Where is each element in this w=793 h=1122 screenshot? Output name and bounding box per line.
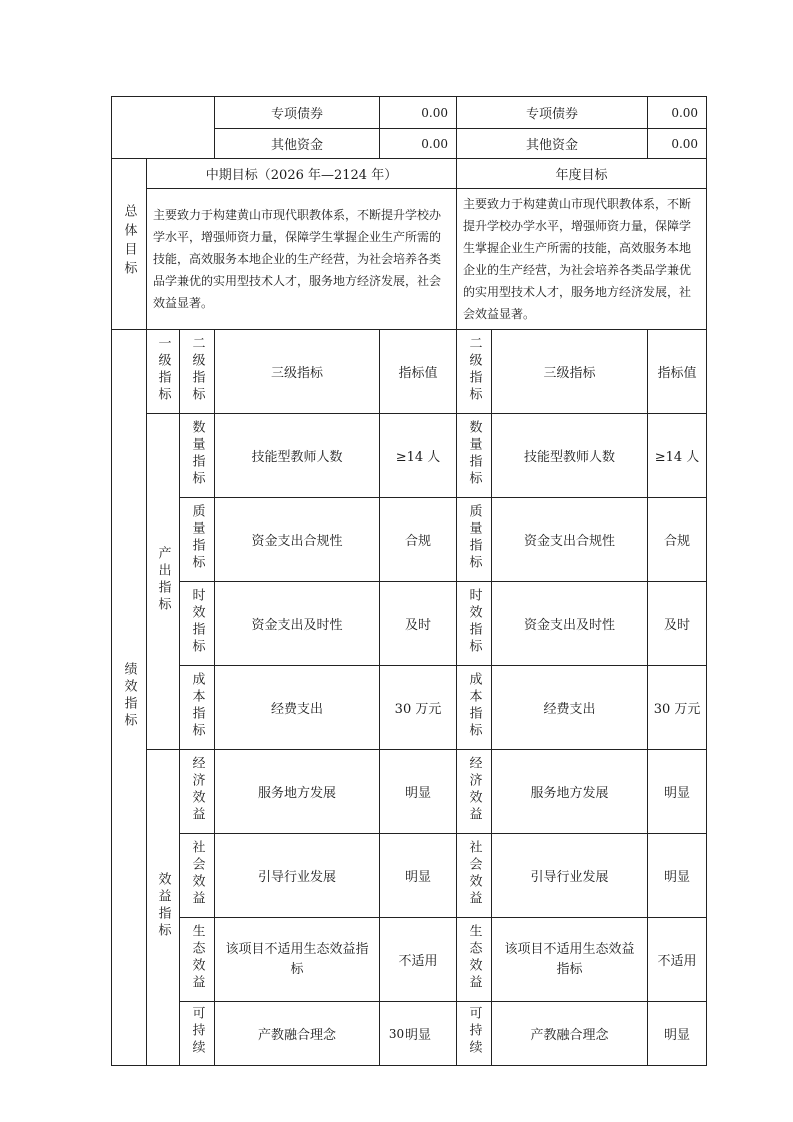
header-value: 指标值 [380, 330, 457, 414]
level2-label: 数量指标 [189, 419, 205, 488]
indicator-value: ≥14 人 [648, 414, 707, 498]
annual-goal-text: 主要致力于构建黄山市现代职教体系，不断提升学校办学水平，增强师资力量，保障学生掌握企业生产所需的技能，高效服务本地企业的生产经营，为社会培养各类品学兼优的实用型技术人才，服务地方经济发展，社会效益显著。 [457, 189, 707, 330]
level2-cell [180, 666, 215, 750]
indicator-value: 明显 [648, 834, 707, 918]
mid-term-goal-text: 主要致力于构建黄山市现代职教体系，不断提升学校办学水平，增强师资力量，保障学生掌握企业生产所需的技能，高效服务本地企业的生产经营，为社会培养各类品学兼优的实用型技术人才，服务地方经济发展，社会效益显著。 [147, 189, 457, 330]
overall-goal-label-cell [112, 159, 147, 330]
indicator-value: 明显 [648, 1002, 707, 1066]
fund-label: 其他资金 [457, 129, 648, 159]
level3-label: 引导行业发展 [215, 834, 380, 918]
mid-term-goal-header: 中期目标（2026 年—2124 年） [147, 159, 457, 189]
fund-value: 0.00 [380, 97, 457, 129]
level3-label: 经费支出 [492, 666, 648, 750]
level2-label: 可持续 [189, 1006, 205, 1057]
level2-cell [457, 834, 492, 918]
fund-value: 0.00 [380, 129, 457, 159]
level2-label: 生态效益 [466, 923, 482, 992]
indicator-value: 不适用 [648, 918, 707, 1002]
level3-label: 经费支出 [215, 666, 380, 750]
level3-label: 该项目不适用生态效益指标 [492, 918, 648, 1002]
indicator-row [112, 918, 707, 1002]
indicator-value: 不适用 [380, 918, 457, 1002]
fund-label: 专项债券 [215, 97, 380, 129]
indicator-value: 明显 [380, 834, 457, 918]
level1-cell [147, 750, 180, 1066]
overall-goal-label: 总体目标 [121, 204, 137, 280]
header-level3: 三级指标 [492, 330, 648, 414]
level2-cell [180, 750, 215, 834]
level2-cell [457, 666, 492, 750]
level2-cell [457, 414, 492, 498]
level2-label: 时效指标 [189, 587, 205, 656]
level3-label: 技能型教师人数 [492, 414, 648, 498]
indicator-value: 合规 [648, 498, 707, 582]
indicator-row [112, 414, 707, 498]
indicator-header-row [112, 330, 707, 414]
header-value: 指标值 [648, 330, 707, 414]
performance-goal-table [111, 96, 707, 1066]
indicator-value: ≥14 人 [380, 414, 457, 498]
fund-value: 0.00 [648, 129, 707, 159]
level3-label: 服务地方发展 [492, 750, 648, 834]
goal-header-row [112, 159, 707, 189]
indicator-row [112, 834, 707, 918]
indicator-value: 及时 [380, 582, 457, 666]
level1-cell [147, 414, 180, 750]
level3-label: 该项目不适用生态效益指标 [215, 918, 380, 1002]
level2-cell [457, 498, 492, 582]
level2-label: 经济效益 [466, 755, 482, 824]
goal-text-row [112, 189, 707, 330]
header-level2-cell [457, 330, 492, 414]
indicator-value: 及时 [648, 582, 707, 666]
level3-label: 引导行业发展 [492, 834, 648, 918]
level2-cell [457, 918, 492, 1002]
indicator-value: 30 万元 [648, 666, 707, 750]
page-number: 30 [388, 1027, 405, 1041]
level2-label: 成本指标 [189, 671, 205, 740]
level3-label: 资金支出合规性 [215, 498, 380, 582]
level2-label: 经济效益 [189, 755, 205, 824]
indicator-row [112, 582, 707, 666]
indicator-value: 30 万元 [380, 666, 457, 750]
level1-label: 效益指标 [155, 871, 171, 940]
fund-label: 其他资金 [215, 129, 380, 159]
indicator-value: 明显 [380, 750, 457, 834]
performance-label-cell [112, 330, 147, 1066]
level2-cell [180, 414, 215, 498]
level2-label: 生态效益 [189, 923, 205, 992]
level2-label: 数量指标 [466, 419, 482, 488]
fund-blank-cell [112, 97, 215, 159]
fund-row-special-bonds [112, 97, 707, 129]
indicator-value: 合规 [380, 498, 457, 582]
level3-label: 产教融合理念 [215, 1002, 380, 1066]
level3-label: 产教融合理念 [492, 1002, 648, 1066]
level2-cell [457, 750, 492, 834]
level2-cell [180, 918, 215, 1002]
level2-cell [180, 582, 215, 666]
indicator-row [112, 498, 707, 582]
level2-label: 时效指标 [466, 587, 482, 656]
level3-label: 资金支出合规性 [492, 498, 648, 582]
level3-label: 技能型教师人数 [215, 414, 380, 498]
level2-label: 社会效益 [466, 839, 482, 908]
indicator-row [112, 666, 707, 750]
performance-label: 绩效指标 [121, 661, 137, 730]
fund-value: 0.00 [648, 97, 707, 129]
header-level2-cell [180, 330, 215, 414]
level3-label: 资金支出及时性 [492, 582, 648, 666]
level2-cell [180, 834, 215, 918]
header-level1-cell [147, 330, 180, 414]
level1-label: 产出指标 [155, 545, 171, 614]
level3-label: 服务地方发展 [215, 750, 380, 834]
indicator-value: 明显 [648, 750, 707, 834]
indicator-value: 明显 [380, 1002, 457, 1066]
level2-label: 质量指标 [466, 503, 482, 572]
header-level2: 二级指标 [466, 335, 482, 404]
level2-cell [457, 582, 492, 666]
level3-label: 资金支出及时性 [215, 582, 380, 666]
header-level2: 二级指标 [189, 335, 205, 404]
annual-goal-header: 年度目标 [457, 159, 707, 189]
level2-label: 可持续 [466, 1006, 482, 1057]
fund-label: 专项债券 [457, 97, 648, 129]
level2-label: 质量指标 [189, 503, 205, 572]
header-level3: 三级指标 [215, 330, 380, 414]
indicator-row [112, 750, 707, 834]
level2-label: 成本指标 [466, 671, 482, 740]
level2-label: 社会效益 [189, 839, 205, 908]
header-level1: 一级指标 [155, 335, 171, 404]
level2-cell [180, 498, 215, 582]
